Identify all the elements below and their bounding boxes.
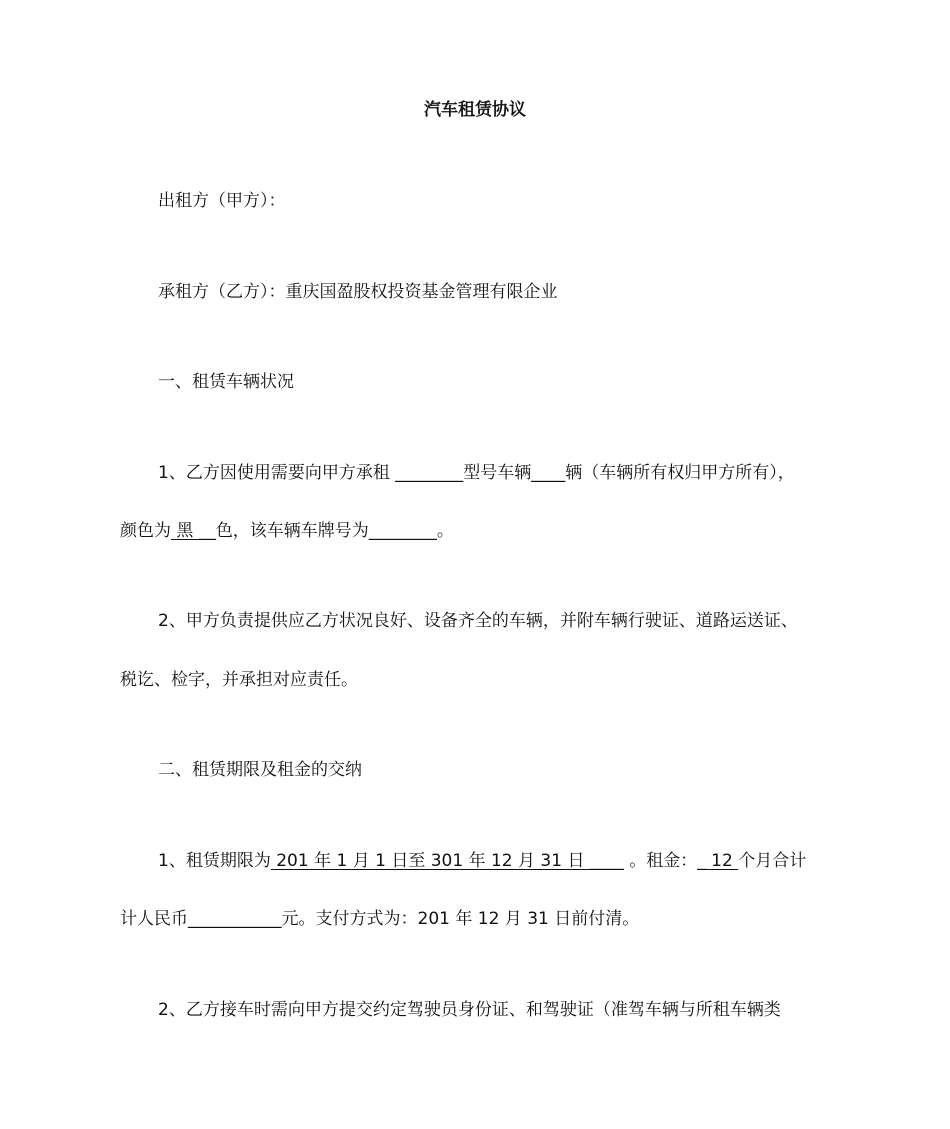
vehicle-count-blank: ____ [531,463,566,483]
vehicle-color-value: 黑 [171,521,199,541]
document-title: 汽车租赁协议 [424,100,526,120]
text-segment: 。租金： [623,851,698,871]
text-segment: 1、租赁期限为 [158,851,271,871]
vehicle-color-blank: __ [198,521,216,541]
section-2-paragraph-1-line-1 [158,849,840,873]
lessor-line: 出租方（甲方）： [158,191,286,211]
section-1-paragraph-2-line-2: 税讫、检字，并承担对应责任。 [120,670,358,690]
lessee-line: 承租方（乙方）：重庆国盈股权投资基金管理有限企业 [158,282,558,302]
text-segment: 。 [436,521,454,541]
text-segment: 型号车辆 [463,463,532,483]
section-1-paragraph-2-line-1: 2、甲方负责提供应乙方状况良好、设备齐全的车辆，并附车辆行驶证、道路运送证、 [158,611,798,631]
lease-period-blank: ____ [589,851,624,871]
text-segment: 元。支付方式为：201 年 12 月 31 日前付清。 [281,909,640,929]
text-segment: 个月合计 [738,851,807,871]
vehicle-model-blank: ________ [395,463,464,483]
section-1-heading: 一、租赁车辆状况 [158,372,294,392]
rent-amount-blank: ___________ [188,909,282,929]
section-1-paragraph-1-line-2 [120,519,840,543]
section-2-paragraph-1-line-2 [120,907,840,931]
section-1-paragraph-1-line-1 [158,461,840,485]
lease-period-value: 201 年 1 月 1 日至 301 年 12 月 31 日 [270,851,590,871]
text-segment: 色，该车辆车牌号为 [215,521,369,541]
license-plate-blank: ________ [368,521,437,541]
section-2-heading: 二、租赁期限及租金的交纳 [158,760,362,780]
text-segment: 颜色为 [120,521,171,541]
rent-months-value: _ 12 [697,851,739,871]
text-segment: 1、乙方因使用需要向甲方承租 [158,463,396,483]
text-segment: 辆（车辆所有权归甲方所有）， [565,463,795,483]
section-2-paragraph-2-line-1: 2、乙方接车时需向甲方提交约定驾驶员身份证、和驾驶证（准驾车辆与所租车辆类 [158,1000,781,1020]
text-segment: 计人民币 [120,909,188,929]
